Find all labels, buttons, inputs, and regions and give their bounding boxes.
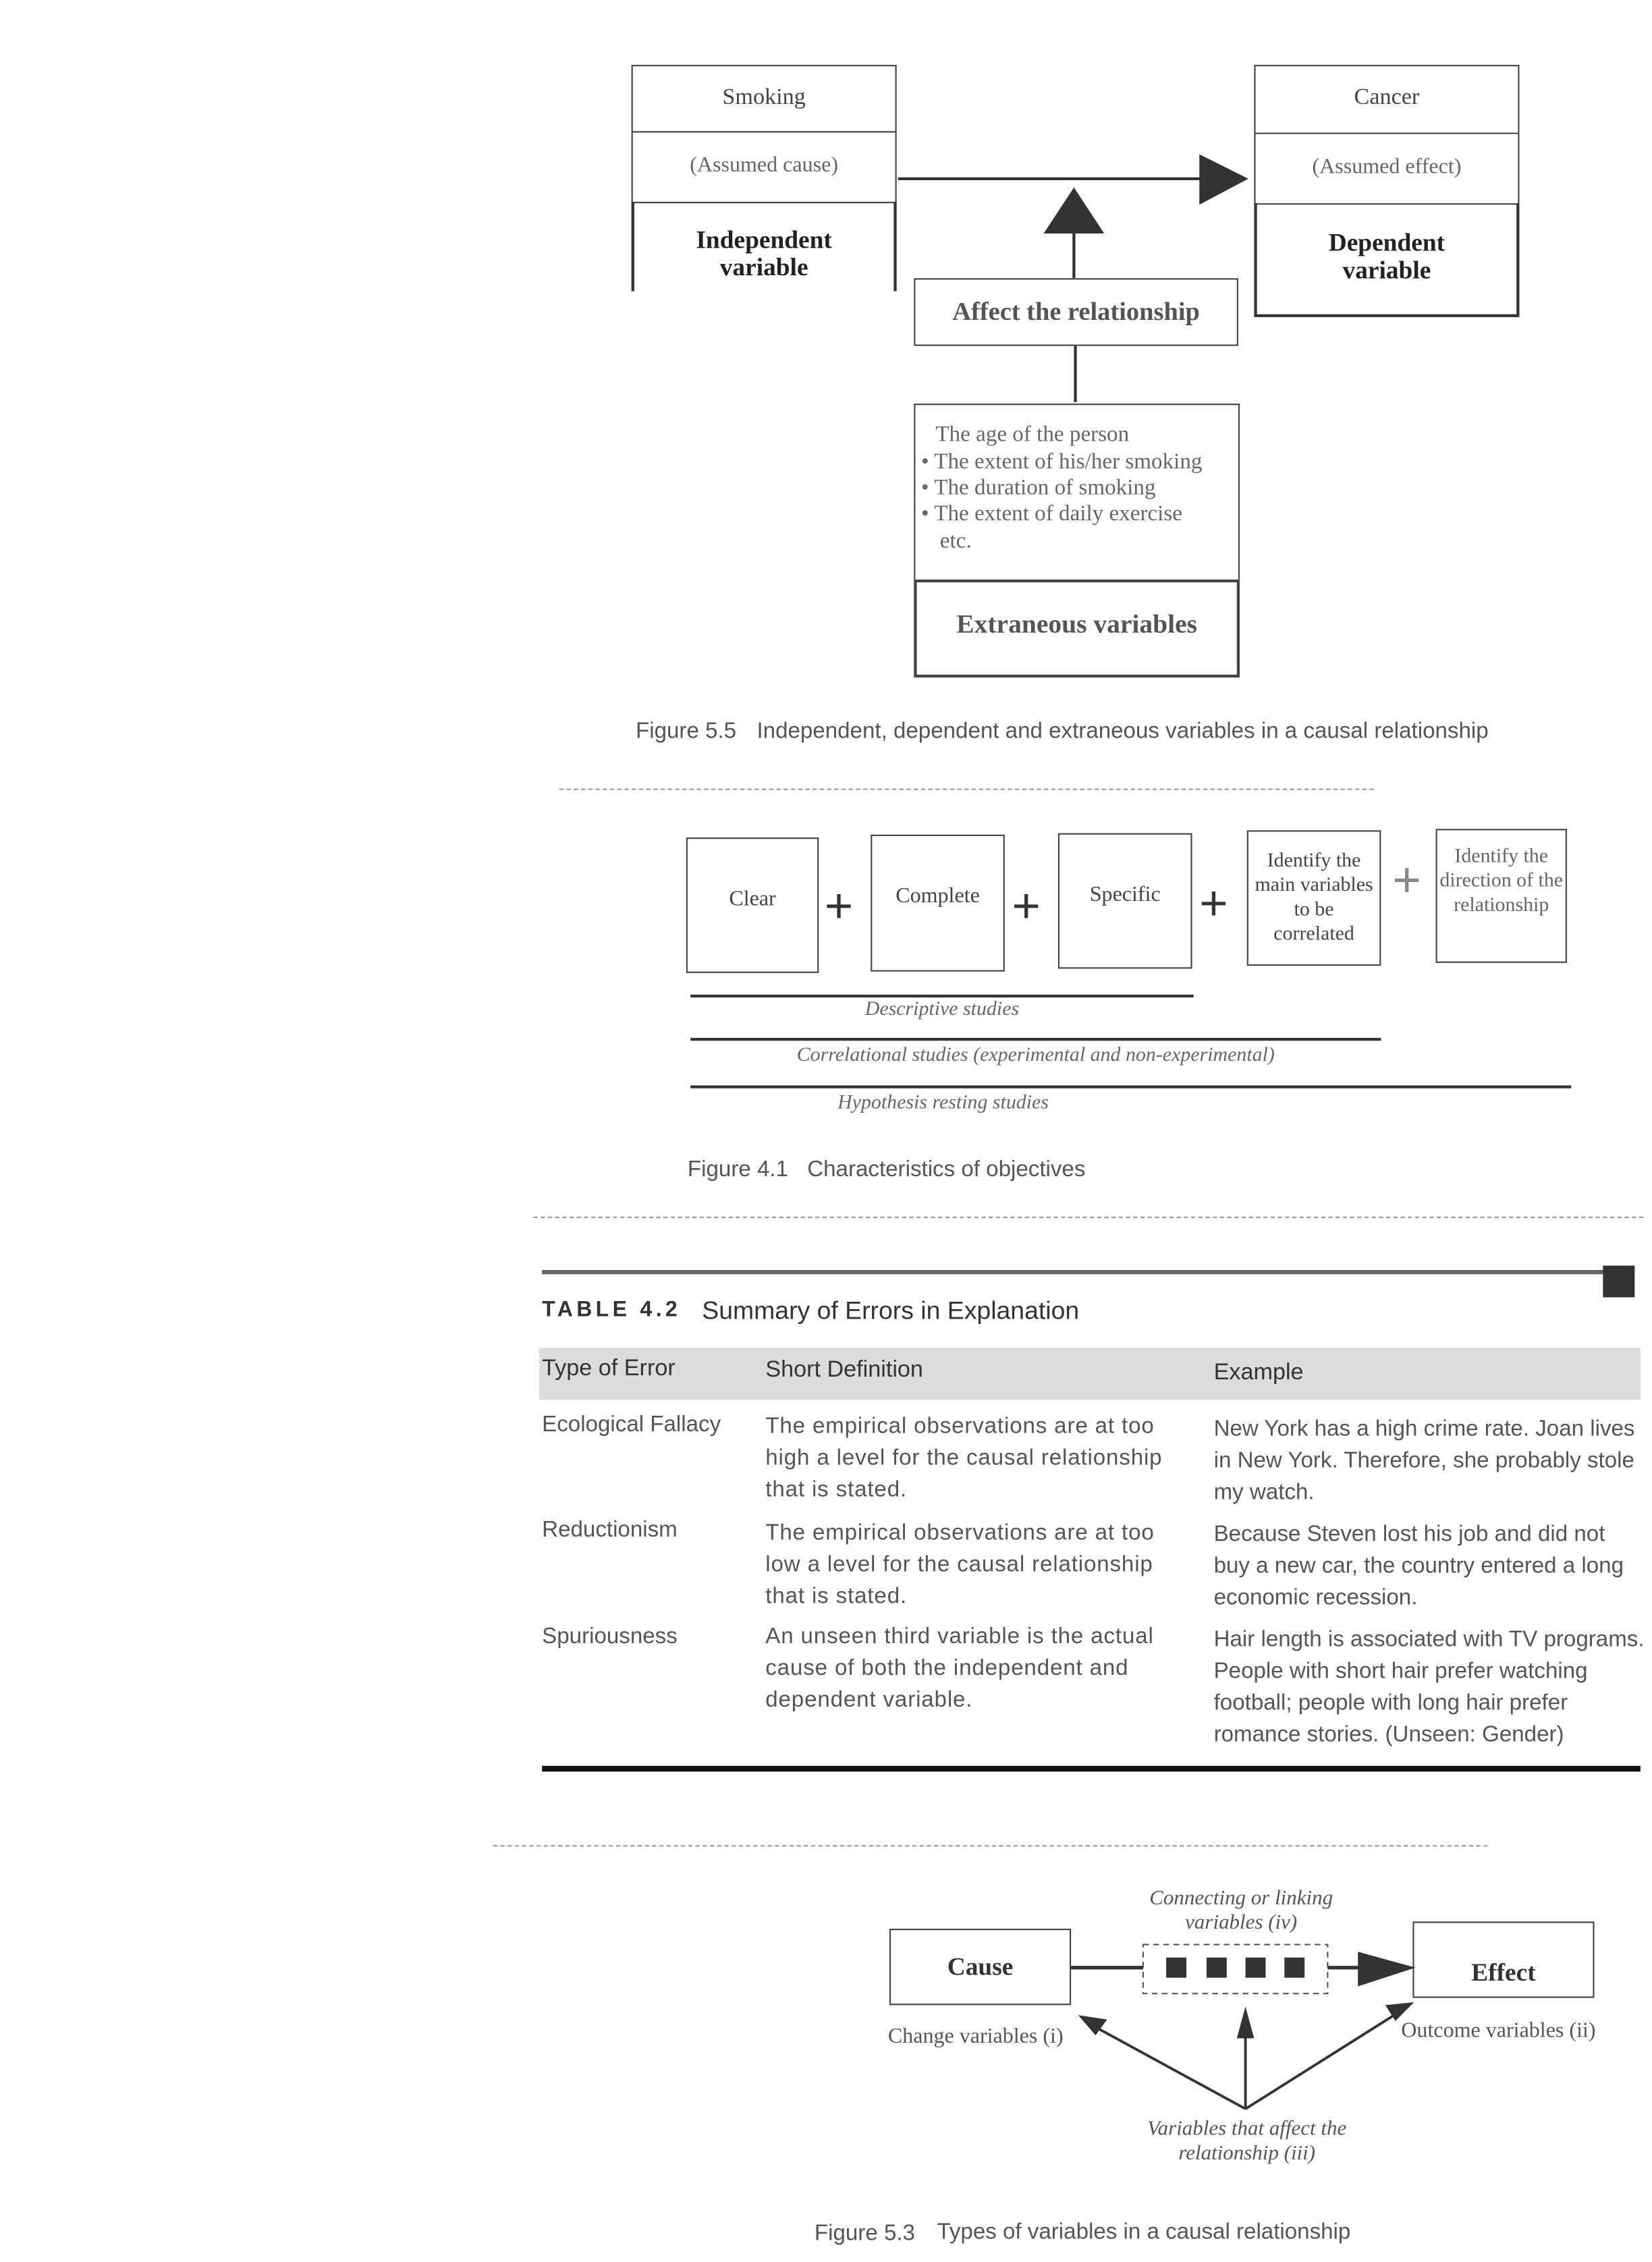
plus-sign-3: + <box>1199 876 1228 931</box>
extraneous-item-3: • The duration of smoking <box>920 475 1156 501</box>
extraneous-item-1: The age of the person <box>935 422 1130 447</box>
header-example: Example <box>1213 1360 1304 1385</box>
objective-label-identify-direction: Identify the direction of the relationship <box>1439 846 1564 917</box>
affect-to-effect-line <box>1246 2008 1406 2109</box>
fig41-caption-text: Characteristics of objectives <box>807 1157 1086 1182</box>
dependent-variable-label: Dependent variable <box>1328 227 1446 284</box>
connecting-variables-label: Connecting or linking variables (iv) <box>1149 1887 1333 1935</box>
assumed-cause-label: (Assumed cause) <box>690 154 839 177</box>
header-short-definition: Short Definition <box>765 1358 923 1383</box>
row2-example: Because Steven lost his job and did not buy a new car, the country entered a long economic recession. <box>1213 1522 1624 1611</box>
row1-example: New York has a high crime rate. Joan lives in New York. Therefore, she probably stole my watch. <box>1213 1416 1635 1506</box>
linking-square-3 <box>1246 1958 1266 1978</box>
affect-relationship-label: Affect the relationship <box>952 297 1200 326</box>
independent-variable-label: Independent variable <box>696 225 832 281</box>
linking-square-2 <box>1207 1958 1227 1978</box>
cause-label: Cause <box>947 1952 1014 1981</box>
table-label: TABLE 4.2 <box>542 1297 682 1322</box>
objective-label-clear: Clear <box>729 887 776 912</box>
descriptive-label: Descriptive studies <box>864 999 1020 1021</box>
row3-type: Spuriousness <box>542 1624 678 1649</box>
plus-sign-4: + <box>1392 853 1421 908</box>
fig55-caption-label: Figure 5.5 <box>636 719 737 744</box>
change-variables-label: Change variables (i) <box>887 2025 1064 2049</box>
plus-sign-2: + <box>1012 879 1041 935</box>
linking-square-4 <box>1284 1958 1304 1978</box>
row3-example: Hair length is associated with TV programs. People with short hair prefer watching football; people with long hair prefer romance stories. (Unseen: Gender) <box>1213 1627 1645 1747</box>
extraneous-item-2: • The extent of his/her smoking <box>920 449 1203 474</box>
objective-label-specific: Specific <box>1089 883 1161 907</box>
fig53-caption-label: Figure 5.3 <box>814 2221 915 2246</box>
affect-to-cause-line <box>1087 2022 1246 2109</box>
assumed-effect-label: (Assumed effect) <box>1312 155 1462 179</box>
row2-type: Reductionism <box>542 1518 678 1543</box>
effect-label: Effect <box>1471 1957 1536 1987</box>
row2-definition: The empirical observations are at too low a level for the causal relationship that is stated. <box>765 1520 1155 1609</box>
extraneous-item-4: • The extent of daily exercise <box>920 501 1182 526</box>
effect-arrow-head <box>1358 1952 1415 1986</box>
cancer-label: Cancer <box>1354 85 1420 110</box>
fig55-caption-text: Independent, dependent and extraneous variables in a causal relationship <box>756 719 1489 744</box>
extraneous-variables-label: Extraneous variables <box>956 611 1198 640</box>
fig53-caption-text: Types of variables in a causal relationship <box>937 2219 1351 2244</box>
hypothesis-label: Hypothesis resting studies <box>837 1093 1049 1115</box>
affect-variables-label: Variables that affect the relationship (iii) <box>1147 2117 1347 2166</box>
table-title: Summary of Errors in Explanation <box>702 1296 1080 1325</box>
row1-definition: The empirical observations are at too high a level for the causal relationship that is stated. <box>765 1414 1163 1502</box>
plus-sign-1: + <box>824 879 854 935</box>
smoking-label: Smoking <box>722 85 806 110</box>
linking-square-1 <box>1166 1958 1186 1978</box>
correlational-label: Correlational studies (experimental and non-experimental) <box>796 1045 1275 1067</box>
fig41-caption-label: Figure 4.1 <box>687 1157 789 1182</box>
row1-type: Ecological Fallacy <box>542 1412 721 1437</box>
header-type-of-error: Type of Error <box>542 1356 676 1381</box>
row3-definition: An unseen third variable is the actual cause of both the independent and dependent variable. <box>765 1624 1154 1713</box>
objective-label-identify-variables: Identify the main variables to be correlated <box>1255 850 1373 946</box>
objective-label-complete: Complete <box>896 885 980 908</box>
extraneous-item-5: etc. <box>939 528 972 554</box>
affect-to-link-head <box>1237 2006 1255 2038</box>
outcome-variables-label: Outcome variables (ii) <box>1401 2019 1596 2043</box>
